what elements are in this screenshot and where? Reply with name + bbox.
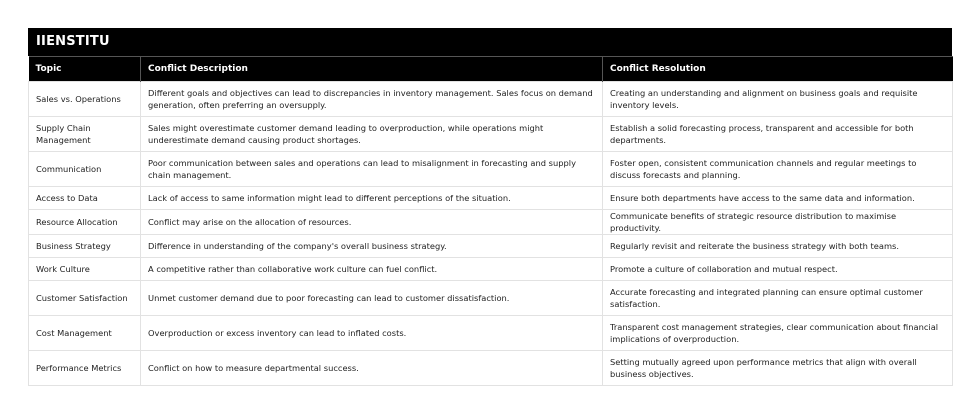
table-row: [29, 258, 953, 281]
resolution-cell: Transparent cost management strategies, clear communication about financial implications of overproduction.: [603, 316, 953, 351]
topic-cell: Access to Data: [29, 187, 141, 210]
table-header-row: [29, 57, 953, 82]
table-row: [29, 152, 953, 187]
table-row: [29, 187, 953, 210]
table-row: [29, 117, 953, 152]
table-row: [29, 210, 953, 235]
topic-cell: Resource Allocation: [29, 210, 141, 235]
topic-cell: Performance Metrics: [29, 351, 141, 386]
resolution-cell: Ensure both departments have access to the same data and information.: [603, 187, 953, 210]
resolution-cell: Regularly revisit and reiterate the business strategy with both teams.: [603, 235, 953, 258]
topic-cell: Business Strategy: [29, 235, 141, 258]
resolution-cell: Promote a culture of collaboration and mutual respect.: [603, 258, 953, 281]
conflict-table: [28, 56, 953, 386]
topic-cell: Work Culture: [29, 258, 141, 281]
table-row: [29, 316, 953, 351]
resolution-cell: Setting mutually agreed upon performance metrics that align with overall business objectives.: [603, 351, 953, 386]
description-cell: Lack of access to same information might lead to different perceptions of the situation.: [141, 187, 603, 210]
brand-header: IIENSTITU: [28, 28, 952, 56]
resolution-cell: Accurate forecasting and integrated planning can ensure optimal customer satisfaction.: [603, 281, 953, 316]
table-row: [29, 281, 953, 316]
description-cell: Sales might overestimate customer demand leading to overproduction, while operations might underestimate demand causing product shortages.: [141, 117, 603, 152]
description-cell: Different goals and objectives can lead to discrepancies in inventory management. Sales focus on demand generation, often preferring an oversupply.: [141, 82, 603, 117]
description-cell: Unmet customer demand due to poor forecasting can lead to customer dissatisfaction.: [141, 281, 603, 316]
resolution-cell: Establish a solid forecasting process, transparent and accessible for both departments.: [603, 117, 953, 152]
description-cell: Conflict on how to measure departmental success.: [141, 351, 603, 386]
topic-cell: Cost Management: [29, 316, 141, 351]
topic-cell: Supply Chain Management: [29, 117, 141, 152]
topic-cell: Customer Satisfaction: [29, 281, 141, 316]
topic-cell: Sales vs. Operations: [29, 82, 141, 117]
topic-cell: Communication: [29, 152, 141, 187]
description-cell: A competitive rather than collaborative work culture can fuel conflict.: [141, 258, 603, 281]
resolution-cell: Foster open, consistent communication channels and regular meetings to discuss forecasts and planning.: [603, 152, 953, 187]
column-header-description: Conflict Description: [141, 57, 603, 82]
column-header-topic: Topic: [29, 57, 141, 82]
description-cell: Difference in understanding of the company's overall business strategy.: [141, 235, 603, 258]
description-cell: Conflict may arise on the allocation of resources.: [141, 210, 603, 235]
resolution-cell: Creating an understanding and alignment on business goals and requisite inventory levels.: [603, 82, 953, 117]
table-row: [29, 235, 953, 258]
table-row: [29, 82, 953, 117]
description-cell: Poor communication between sales and operations can lead to misalignment in forecasting and supply chain management.: [141, 152, 603, 187]
table-row: [29, 351, 953, 386]
column-header-resolution: Conflict Resolution: [603, 57, 953, 82]
description-cell: Overproduction or excess inventory can lead to inflated costs.: [141, 316, 603, 351]
resolution-cell: Communicate benefits of strategic resource distribution to maximise productivity.: [603, 210, 953, 235]
conflict-table-container: [28, 28, 952, 386]
